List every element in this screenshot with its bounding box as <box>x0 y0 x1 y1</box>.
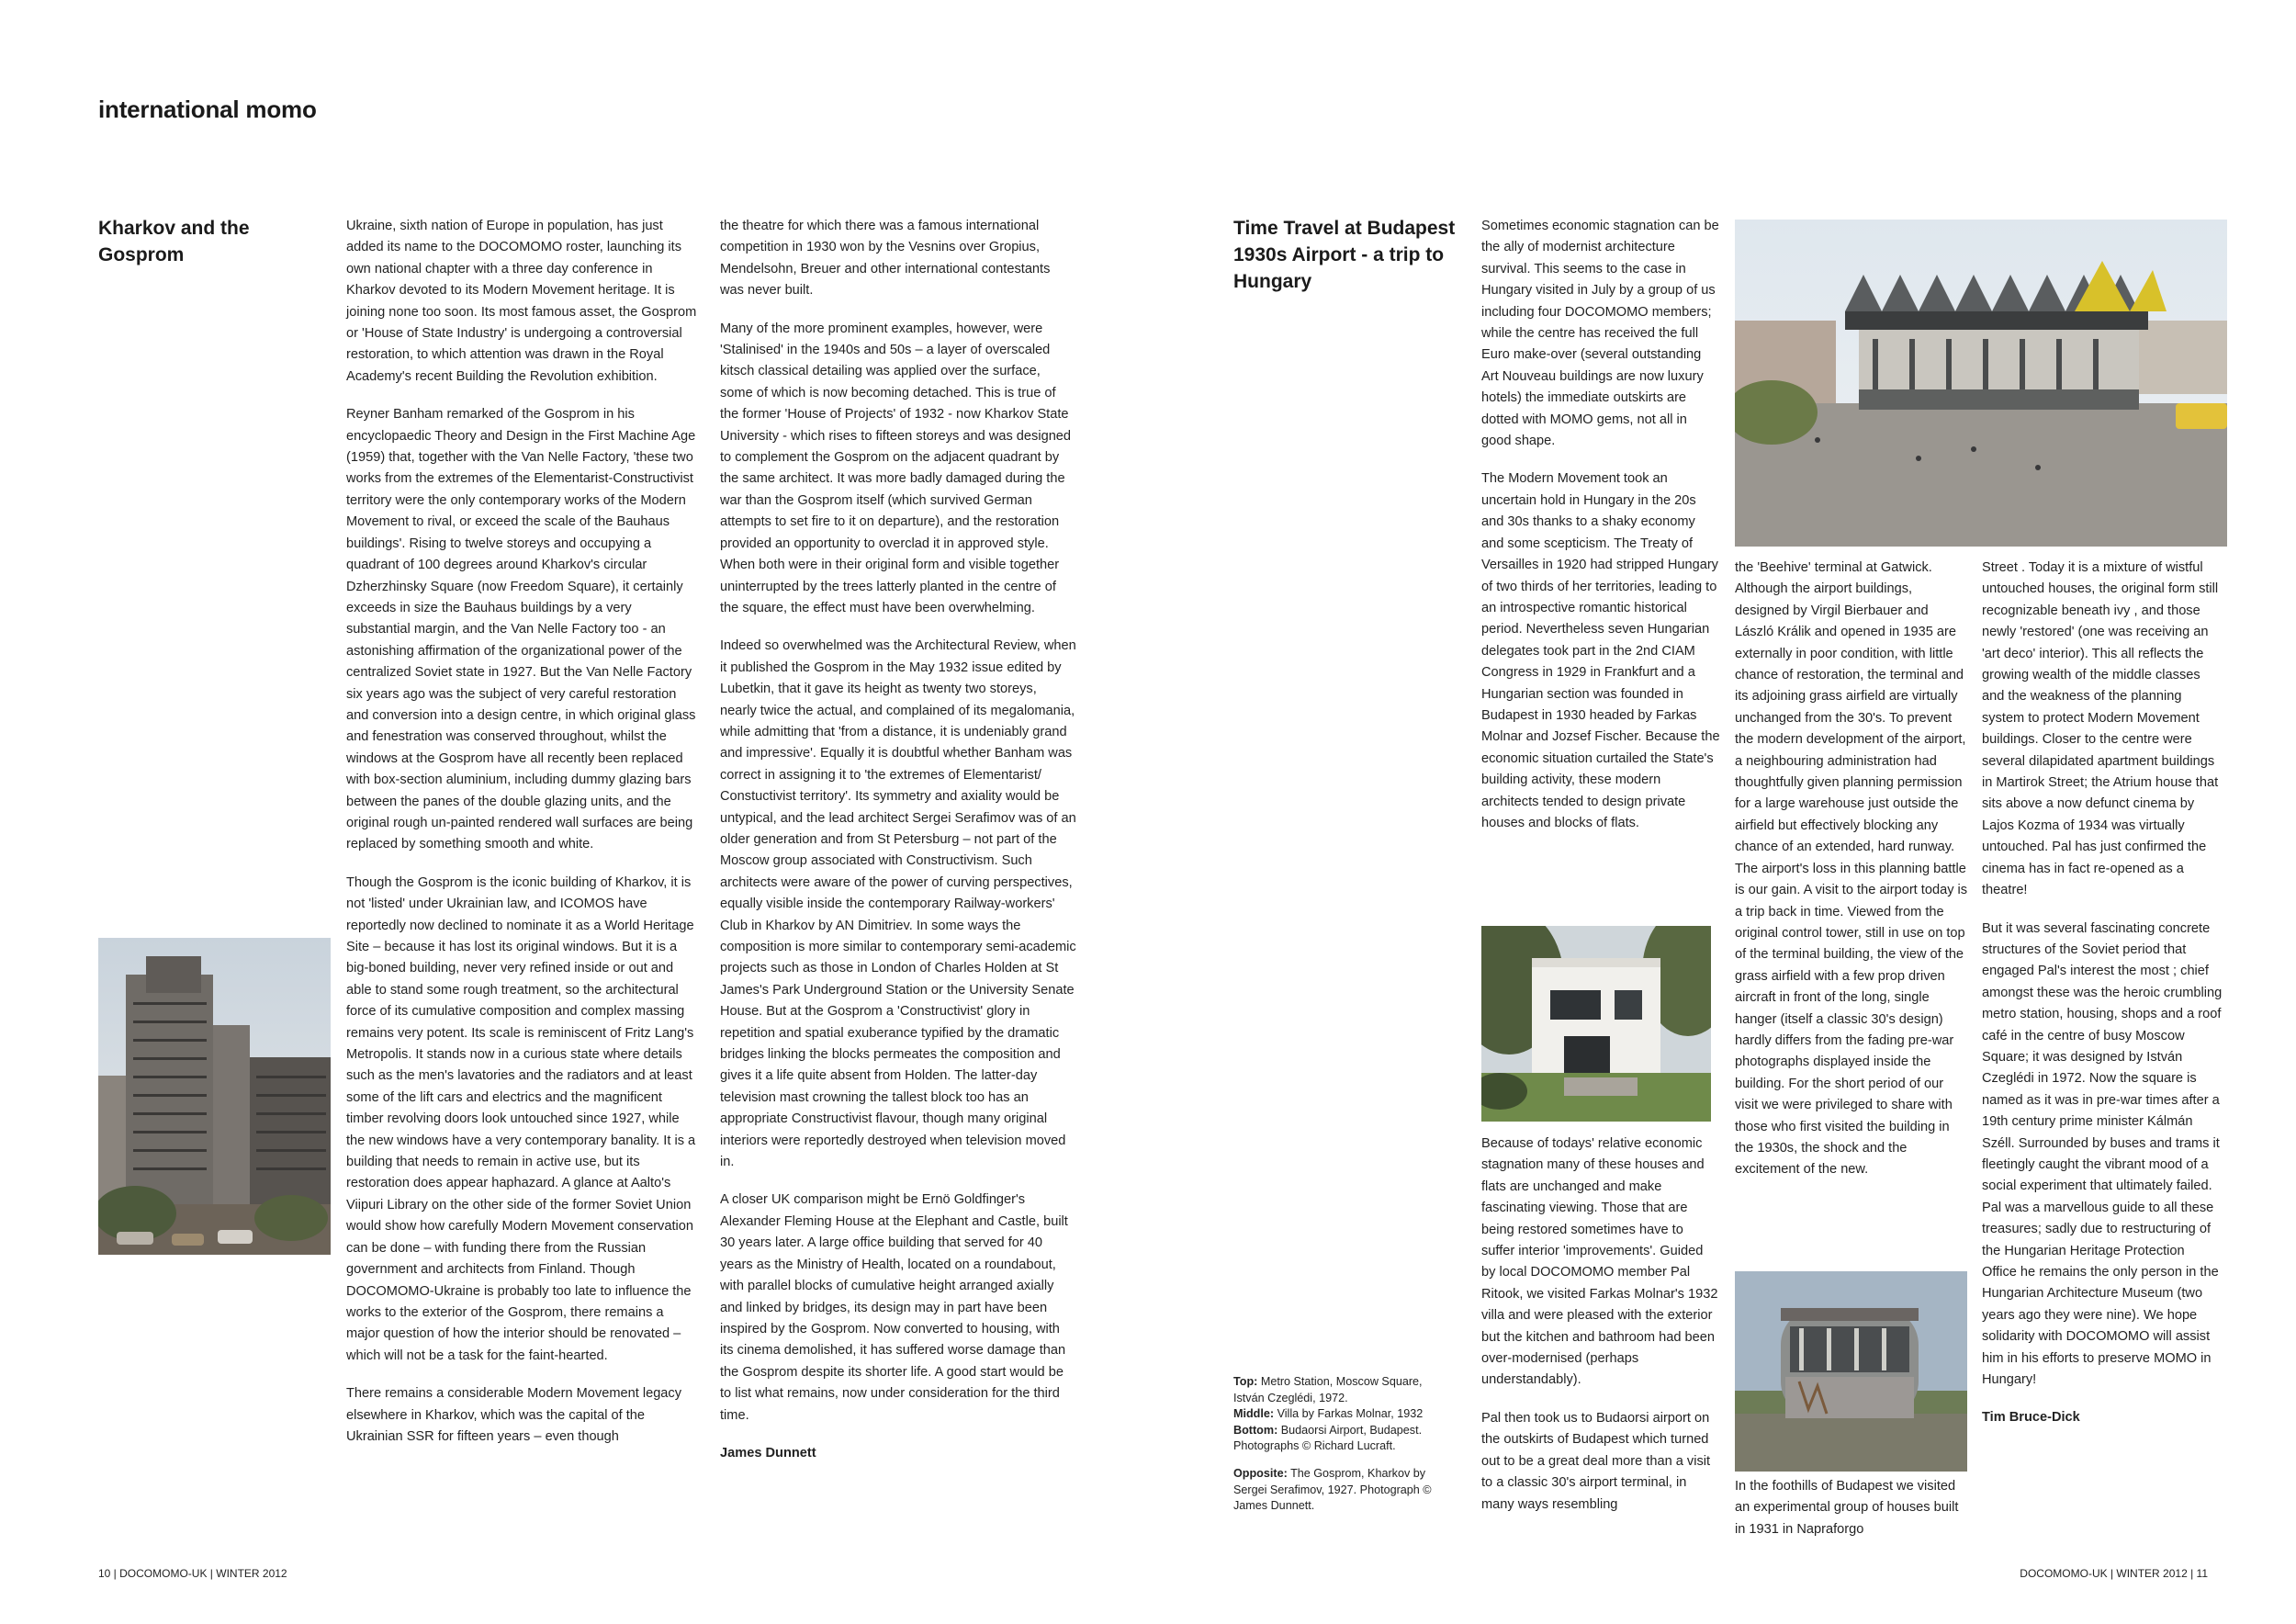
caption-label: Middle: <box>1233 1407 1275 1421</box>
section-header: international momo <box>98 96 317 123</box>
budapest-column-1a <box>1481 216 1720 834</box>
budapest-column-2b <box>1735 1476 1970 1540</box>
caption-text: Budaorsi Airport, Budapest. <box>1280 1423 1423 1437</box>
footer-right: DOCOMOMO-UK | WINTER 2012 | 11 <box>2020 1567 2208 1580</box>
caption-text: Villa by Farkas Molnar, 1932 <box>1277 1407 1424 1421</box>
paragraph: There remains a considerable Modern Movement legacy elsewhere in Kharkov, which was the capital of the Ukrainian SSR for fifteen years – even though <box>346 1386 682 1444</box>
paragraph: Ukraine, sixth nation of Europe in population, has just added its name to the DOCOMOMO roster, launching its own national chapter with a three day conference in Kharkov devoted to its Modern Movement heritage. It is joining none too soon. Its most famous asset, the Gosprom or 'House of State Industry' is undergoing a controversial restoration, to which attention was drawn in the Royal Academy's recent Building the Revolution exhibition. <box>346 219 697 384</box>
author-signature: Tim Bruce-Dick <box>1982 1410 2080 1426</box>
budapest-column-1b <box>1481 1133 1720 1516</box>
caption-text: The Gosprom, Kharkov by Sergei Serafimov, 1927. Photograph © James Dunnett. <box>1233 1466 1432 1513</box>
article-title-kharkov: Kharkov and the Gosprom <box>98 218 250 265</box>
photo-captions <box>1233 1374 1452 1526</box>
paragraph: the theatre for which there was a famous international competition in 1930 won by the Vesnins over Gropius, Mendelsohn, Breuer and other international contestants was never built. <box>720 219 1051 299</box>
paragraph: A closer UK comparison might be Ernö Goldfinger's Alexander Fleming House at the Elephant and Castle, built 30 years later. A large office building that served for 40 years as the Ministry of Health, located on a roundabout, with parallel blocks of cumulative height arranged axially and linked by bridges, its design may in part have been inspired by the Gosprom. Now converted to housing, with its cinema demolished, it has suffered worse damage than the Gosprom despite its shorter life. A good start would be to list what remains, now under consideration for the third time. <box>720 1192 1068 1423</box>
caption-text: Metro Station, Moscow Square, István Czeglédi, 1972. <box>1233 1375 1423 1404</box>
paragraph: But it was several fascinating concrete structures of the Soviet period that engaged Pal's interest the most ; chief amongst these was the heroic crumbling metro station, housing, shops and a roof café in the centre of busy Moscow Square; it was designed by István Czeglédi in 1972. Now the square is named as it was in pre-war times after a 19th century prime minister Kálmán Széll. Surrounded by buses and trams it fleetingly caught the vibrant mood of a social experiment that ultimately failed. Pal was a marvellous guide to all these treasures; sadly due to restructuring of the Hungarian Heritage Protection Office he remains the only person in the Hungarian Architecture Museum (two years ago they were nine). We hope solidarity with DOCOMOMO will assist him in his efforts to preserve MOMO in Hungary! <box>1982 920 2223 1388</box>
footer-left: 10 | DOCOMOMO-UK | WINTER 2012 <box>98 1567 287 1580</box>
budapest-column-2a <box>1735 558 1970 1181</box>
paragraph: Indeed so overwhelmed was the Architectural Review, when it published the Gosprom in the May 1932 issue edited by Lubetkin, that it gave its height as twenty two storeys, nearly twice the actual, and complained of its megalomania, while admitting that 'from a distance, it is undeniably grand and impressive'. Equally it is doubtful whether Banham was correct in assigning it to 'the extremes of Elementarist/ Constuctivist territory'. Its symmetry and axiality would be untypical, and the lead architect Sergei Serafimov was of an older generation and from St Petersburg – not part of the Moscow group associated with Constructivism. Such architects were aware of the power of curving perspectives, equally visible inside the contemporary Railway-workers' Club in Kharkov by AN Dimitriev. In some ways the composition is more similar to contemporary semi-academic projects such as those in London of Charles Holden at St James's Park Underground Station or the University Senate House. But at the Gosprom a 'Constructivist' glory in repetition and spatial exuberance typified by the dramatic bridges linking the blocks permeates the composition and gives it a life quite absent from Holden. The latter-day television mast crowning the tallest block too has an appropriate Constructivist flavour, though many original interiors were reportedly destroyed when television moved in. <box>720 638 1076 1170</box>
paragraph: Because of todays' relative economic stagnation many of these houses and flats are unchanged and make fascinating viewing. Those that are being restored sometimes have to suffer interior 'improvements'. Guided by local DOCOMOMO member Pal Ritook, we visited Farkas Molnar's 1932 villa and were pleased with the exterior but the kitchen and bathroom had been over-modernised (perhaps understandably). <box>1481 1136 1718 1388</box>
kharkov-column-1 <box>346 216 698 1448</box>
paragraph: Though the Gosprom is the iconic building of Kharkov, it is not 'listed' under Ukrainian law, and ICOMOS have reportedly now declined to nominate it as a World Heritage Site – because it has lost its original windows. But it is a big-boned building, never very refined inside or out and able to stand some rough treatment, so the architectural force of its cumulative composition and complex massing remains very potent. Its scale is reminiscent of Fritz Lang's Metropolis. It stands now in a curious state where details such as the men's lavatories and the radiators and at least some of the lift cars and electrics and the magnificent timber revolving doors look untouched since 1927, while the new windows have a very contemporary banality. It is a building that needs to remain in active use, but its restoration does appear haphazard. A glance at Aalto's Viipuri Library on the other side of the former Soviet Union would show how carefully Modern Movement conservation can be done – with funding there from the Russian government and architects from Finland. Though DOCOMOMO-Ukraine is probably too late to influence the works to the exterior of the Gosprom, there remains a major question of how the interior should be renovated – which will not be a task for the faint-hearted. <box>346 874 696 1363</box>
paragraph: Pal then took us to Budaorsi airport on the outskirts of Budapest which turned out to be a great deal more than a visit to a classic 30's airport terminal, in many ways resembling <box>1481 1410 1711 1512</box>
airport-photo <box>1735 1271 1967 1472</box>
caption-label: Bottom: <box>1233 1423 1278 1437</box>
paragraph: The Modern Movement took an uncertain hold in Hungary in the 20s and 30s thanks to a shaky economy and some scepticism. The Treaty of Versailles in 1920 had stripped Hungary of two thirds of her territories, leading to an introspective romantic historical period. Nevertheless seven Hungarian delegates took part in the 2nd CIAM Congress in 1929 in Frankfurt and a Hungarian section was founded in Budapest in 1930 headed by Farkas Molnar and Jozsef Fischer. Because the economic situation curtailed the State's building activity, these modern architects tended to design private houses and blocks of flats. <box>1481 471 1720 830</box>
author-signature: James Dunnett <box>720 1445 816 1460</box>
metro-station-photo <box>1735 220 2227 547</box>
paragraph: the 'Beehive' terminal at Gatwick. Although the airport buildings, designed by Virgil Bierbauer and László Králik and opened in 1935 are externally in poor condition, with little chance of restoration, the terminal and its adjoining grass airfield are virtually unchanged from the 30's. To prevent the modern development of the airport, a neighbouring administration had thoughtfully given planning permission for a large warehouse just outside the airfield but effectively blocking any chance of an extended, hard runway. The airport's loss in this planning battle is our gain. A visit to the airport today is a trip back in time. Viewed from the original control tower, still in use on top of the terminal building, the view of the grass airfield with a few prop driven aircraft in front of the long, single hanger (itself a classic 30's design) hardly differs from the fading pre-war photographs displayed inside the building. For the short period of our visit we were privileged to share with those who first visited the building in the 1930s, the shock and the excitement of the new. <box>1735 560 1968 1178</box>
caption-label: Top: <box>1233 1375 1258 1388</box>
article-title-budapest: Time Travel at Budapest 1930s Airport - a trip to Hungary <box>1233 218 1456 292</box>
gosprom-photo <box>98 938 331 1255</box>
paragraph: Sometimes economic stagnation can be the ally of modernist architecture survival. This seems to the case in Hungary visited in July by a group of us including four DOCOMOMO members; while the centre has received the full Euro make-over (several outstanding Art Nouveau buildings are now luxury hotels) the immediate outskirts are dotted with MOMO gems, not all in good shape. <box>1481 219 1719 449</box>
villa-photo <box>1481 926 1711 1122</box>
kharkov-column-2 <box>720 216 1076 1464</box>
paragraph: Street . Today it is a mixture of wistful untouched houses, the original form still recognizable beneath ivy , and those newly 'restored' (one was receiving an 'art deco' interior). This all reflects the growing wealth of the middle classes and the weakness of the planning system to protect Modern Movement buildings. Closer to the centre were several dilapidated apartment buildings in Martirok Street; the Atrium house that sits above a now defunct cinema by Lajos Kozma of 1934 was virtually untouched. Pal has just confirmed the cinema has in fact re-opened as a theatre! <box>1982 560 2219 898</box>
photo-credit: Photographs © Richard Lucraft. <box>1233 1439 1396 1453</box>
caption-label: Opposite: <box>1233 1466 1288 1480</box>
paragraph: Many of the more prominent examples, however, were 'Stalinised' in the 1940s and 50s – a layer of overscaled kitsch classical detailing was applied over the surface, some of which is now becoming detached. This is true of the former 'House of Projects' of 1932 - now Kharkov State University - which rises to fifteen storeys and was designed to complement the Gosprom on the adjacent quadrant by the same architect. It was more badly damaged during the war than the Gosprom itself (which survived German attempts to set fire to it on departure), and the restoration provided an opportunity to overclad it in approved style. When both were in their original form and visible together uninterrupted by the trees latterly planted in the centre of the square, the effect must have been overwhelming. <box>720 321 1072 615</box>
paragraph: In the foothills of Budapest we visited an experimental group of houses built in 1931 in Napraforgo <box>1735 1479 1959 1537</box>
budapest-column-3 <box>1982 558 2223 1429</box>
paragraph: Reyner Banham remarked of the Gosprom in his encyclopaedic Theory and Design in the First Machine Age (1959) that, together with the Van Nelle Factory, 'these two works from the extremes of the Elementarist-Constructivist territory were the only contemporary works of the Modern Movement to rival, or exceed the scale of the Bauhaus buildings'. Rising to twelve storeys and occupying a quadrant of 100 degrees around Kharkov's circular Dzherzhinsky Square (now Freedom Square), it certainly exceeds in size the Bauhaus buildings by a very substantial margin, and the Van Nelle Factory too - an astonishing affirmation of the organizational power of the centralized Soviet state in 1927. But the Van Nelle Factory six years ago was the subject of very careful restoration and conversion into a design centre, in which original glass and fenestration was conserved throughout, whilst the windows at the Gosprom have all recently been replaced with box-section aluminium, including dummy glazing bars between the panes of the double glazing units, and the original rough un-painted rendered wall surfaces are being replaced by something smooth and white. <box>346 407 696 852</box>
